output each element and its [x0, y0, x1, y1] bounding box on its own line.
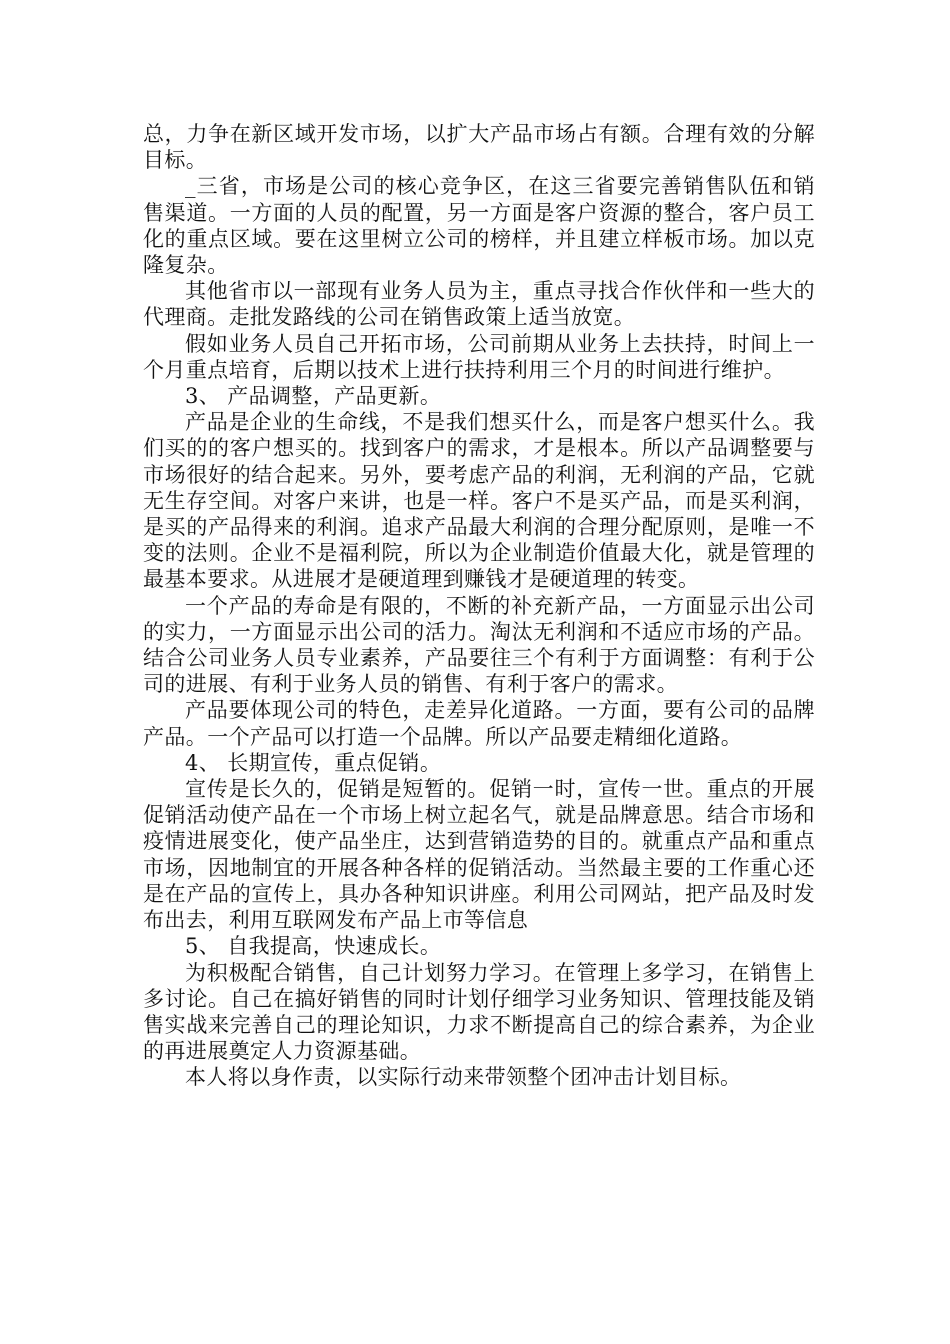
- paragraph-closing: 本人将以身作责，以实际行动来带领整个团冲击计划目标。: [185, 1065, 742, 1090]
- section-heading-4: 4、 长期宣传，重点促销。: [185, 750, 442, 775]
- paragraph-continuation: 总，力争在新区域开发市场，以扩大产品市场占有额。合理有效的分解目标。: [143, 122, 815, 173]
- section-heading-3: 3、 产品调整，产品更新。: [185, 384, 442, 409]
- paragraph-other-provinces: 其他省市以一部现有业务人员为主，重点寻找合作伙伴和一些大的代理商。走批发路线的公司在销售政策上适当放宽。: [143, 279, 815, 330]
- document-body: [143, 121, 815, 1091]
- section-heading-5: 5、 自我提高，快速成长。: [185, 934, 442, 959]
- paragraph-promotion: 宣传是长久的，促销是短暂的。促销一时，宣传一世。重点的开展促销活动使产品在一个市场上树立起名气，就是品牌意思。结合市场和疫情进展变化，使产品坐庄，达到营销造势的目的。就重点产品和重点市场，因地制宜的开展各种各样的促销活动。当然最主要的工作重心还是在产品的宣传上，具办各种知识讲座。利用公司网站，把产品及时发布出去，利用互联网发布产品上市等信息: [143, 777, 815, 933]
- paragraph-product-lifeline: 产品是企业的生命线，不是我们想买什么，而是客户想买什么。我们买的的客户想买的。找到客户的需求，才是根本。所以产品调整要与市场很好的结合起来。另外，要考虑产品的利润，无利润的产品，它就无生存空间。对客户来讲，也是一样。客户不是买产品，而是买利润，是买的产品得来的利润。追求产品最大利润的合理分配原则，是唯一不变的法则。企业不是福利院，所以为企业制造价值最大化，就是管理的最基本要求。从进展才是硬道理到赚钱才是硬道理的转变。: [143, 410, 815, 592]
- paragraph-self-improvement: 为积极配合销售，自己计划努力学习。在管理上多学习，在销售上多讨论。自己在搞好销售的同时计划仔细学习业务知识、管理技能及销售实战来完善自己的理论知识，力求不断提高自己的综合素养，为企业的再进展奠定人力资源基础。: [143, 960, 815, 1064]
- paragraph-three-provinces: _三省，市场是公司的核心竞争区，在这三省要完善销售队伍和销售渠道。一方面的人员的配置，另一方面是客户资源的整合，客户员工化的重点区域。要在这里树立公司的榜样，并且建立样板市场。加以克隆复杂。: [143, 174, 815, 278]
- paragraph-self-developed-market: 假如业务人员自己开拓市场，公司前期从业务上去扶持，时间上一个月重点培育，后期以技术上进行扶持利用三个月的时间进行维护。: [143, 331, 815, 382]
- paragraph-product-lifespan: 一个产品的寿命是有限的，不断的补充新产品，一方面显示出公司的实力，一方面显示出公司的活力。淘汰无利润和不适应市场的产品。结合公司业务人员专业素养，产品要往三个有利于方面调整：有利于公司的进展、有利于业务人员的销售、有利于客户的需求。: [143, 593, 815, 697]
- paragraph-product-features: 产品要体现公司的特色，走差异化道路。一方面，要有公司的品牌产品。一个产品可以打造一个品牌。所以产品要走精细化道路。: [143, 698, 815, 749]
